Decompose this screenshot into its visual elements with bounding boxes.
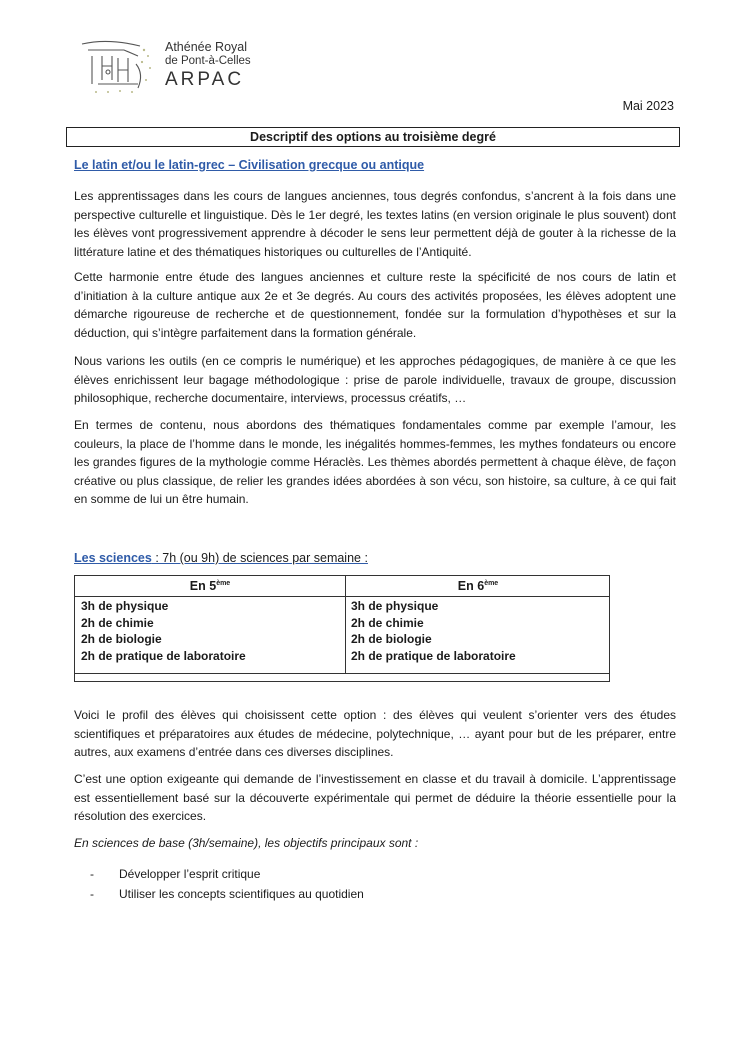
sciences-hours-table <box>74 575 610 682</box>
sciences-objectives-intro: En sciences de base (3h/semaine), les objectifs principaux sont : <box>74 836 419 850</box>
table-bottom-line <box>75 673 609 674</box>
table-cell: 2h de chimie <box>81 615 154 630</box>
table-column-6eme <box>351 598 516 664</box>
list-item-text: Développer l’esprit critique <box>119 867 261 881</box>
school-acronym: ARPAC <box>165 69 245 90</box>
sciences-section-heading <box>74 551 368 565</box>
table-header-5eme-label: En 5 <box>189 579 217 593</box>
sciences-paragraph-1: Voici le profil des élèves qui choisissent cette option : des élèves qui veulent s’orienter vers des études scientifiques et préparatoires aux études de médecine, polytechnique, … ayant pour but de les préparer, entre autres, aux examens d’entrée dans ces diverses disciplines. <box>74 708 676 760</box>
table-header-5eme <box>75 579 345 593</box>
table-header-6eme <box>346 579 610 593</box>
latin-paragraph-2: Cette harmonie entre étude des langues anciennes et culture reste la spécificité de nos cours de latin et d’initiation à la culture antique aux 2e et 3e degrés. Au cours des activités proposées, les élèves adoptent une démarche rigoureuse de recherche et de questionnement, fondée sur la formulation d’hypothèses et sur la déduction, qui s’intègre parfaitement dans la formation générale. <box>74 270 676 340</box>
objectives-list <box>90 864 364 904</box>
latin-paragraph-1: Les apprentissages dans les cours de langues anciennes, tous degrés confondus, s’ancrent à la fois dans une perspective culturelle et linguistique. Dès le 1er degré, les textes latins (en version originale le plus souvent) dont les élèves vont progressivement apprendre à décoder le sens leur permettent déjà de gouter à la richesse de la littérature latine et des thématiques historiques ou culturelles de l’Antiquité. <box>74 189 676 259</box>
table-cell: 2h de pratique de laboratoire <box>81 648 246 663</box>
school-name-line1: Athénée Royal <box>165 40 248 54</box>
school-logo-icon <box>78 34 158 96</box>
table-header-5eme-sup: ème <box>216 579 231 587</box>
document-date: Mai 2023 <box>622 99 674 113</box>
list-item <box>90 884 364 904</box>
sciences-paragraph-2: C’est une option exigeante qui demande de l’investissement en classe et du travail à domicile. L’apprentissage est essentiellement basé sur la découverte expérimentale qui permet de déduire la théorie essentielle pour la résolution des exercices. <box>74 772 676 824</box>
sciences-heading-hours: : 7h (ou 9h) de sciences par semaine : <box>151 551 368 565</box>
document-title: Descriptif des options au troisième degré <box>66 127 680 147</box>
table-header-6eme-sup: ème <box>484 579 499 587</box>
school-name <box>165 40 251 91</box>
table-cell: 2h de pratique de laboratoire <box>351 648 516 663</box>
table-cell: 2h de biologie <box>81 632 162 646</box>
list-item <box>90 864 364 884</box>
sciences-heading-label: Les sciences <box>74 551 152 565</box>
school-name-line2: de Pont-à-Celles <box>165 55 251 67</box>
table-cell: 3h de physique <box>81 599 169 613</box>
list-item-text: Utiliser les concepts scientifiques au quotidien <box>119 887 364 901</box>
bullet-marker: - <box>90 867 94 881</box>
latin-paragraph-3: Nous varions les outils (en ce compris le numérique) et les approches pédagogiques, de manière à ce que les élèves enrichissent leur bagage méthodologique : prise de parole individuelle, travaux de groupe, discussion philosophique, recherche documentaire, interviews, processus créatifs, … <box>74 354 676 406</box>
table-cell: 2h de biologie <box>351 632 432 646</box>
bullet-marker: - <box>90 887 94 901</box>
table-cell: 2h de chimie <box>351 615 424 630</box>
latin-section-heading: Le latin et/ou le latin-grec – Civilisation grecque ou antique <box>74 158 425 172</box>
table-header-6eme-label: En 6 <box>457 579 485 593</box>
latin-paragraph-4: En termes de contenu, nous abordons des thématiques fondamentales comme par exemple l’amour, les couleurs, la place de l’homme dans le monde, les inégalités hommes-femmes, les mythes fondateurs ou encore les grandes figures de la mythologie comme Héraclès. Les thèmes abordés permettent à chaque élève, de façon créative ou plus classique, de relier les grandes idées abordées à son vécu, son histoire, sa culture, à ce qui fait en somme de lui un être humain. <box>74 418 676 507</box>
table-column-5eme <box>81 598 246 664</box>
table-cell: 3h de physique <box>351 599 439 613</box>
